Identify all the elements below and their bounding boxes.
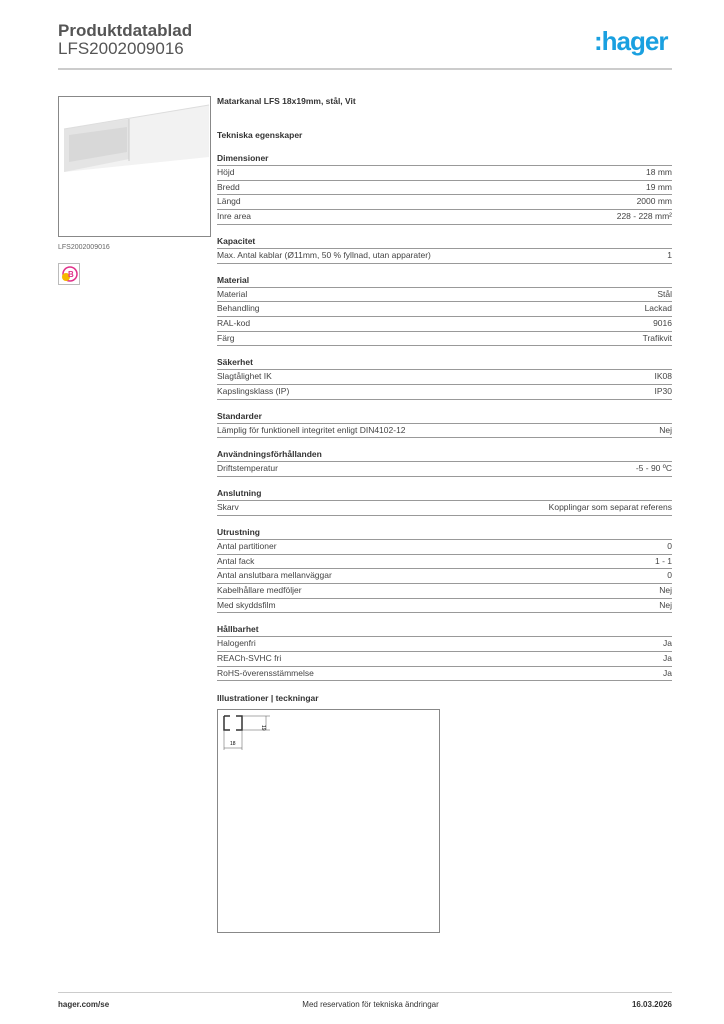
- spec-label: Antal fack: [217, 555, 255, 566]
- section-heading: Anslutning: [217, 486, 672, 501]
- spec-label: REACh-SVHC fri: [217, 653, 282, 664]
- spec-section: [217, 409, 672, 439]
- spec-label: Antal partitioner: [217, 540, 277, 551]
- spec-value: 18 mm: [646, 167, 672, 177]
- spec-label: Höjd: [217, 167, 235, 177]
- spec-row: [217, 195, 672, 210]
- spec-row: [217, 424, 672, 439]
- spec-row: [217, 302, 672, 317]
- section-heading: Dimensioner: [217, 151, 672, 166]
- spec-row: [217, 370, 672, 385]
- dim-height-label: 19: [260, 725, 266, 732]
- spec-label: RAL-kod: [217, 317, 251, 328]
- spec-label: Slagtålighet IK: [217, 371, 272, 382]
- spec-value: -5 - 90 ºC: [635, 463, 672, 474]
- spec-label: Lämplig för funktionell integritet enligt DIN4102-12: [217, 424, 406, 435]
- spec-row: [217, 599, 672, 614]
- footer-website: hager.com/se: [58, 1000, 110, 1009]
- spec-value: Ja: [663, 638, 672, 649]
- spec-row: [217, 249, 672, 264]
- product-code: LFS2002009016: [58, 39, 184, 58]
- spec-value: Nej: [659, 584, 672, 595]
- spec-row: [217, 181, 672, 196]
- spec-label: Bredd: [217, 181, 240, 192]
- header-divider: [58, 68, 672, 70]
- spec-row: [217, 584, 672, 599]
- spec-label: Halogenfri: [217, 638, 256, 649]
- spec-section: [217, 273, 672, 347]
- spec-value: 0: [667, 540, 672, 551]
- spec-value: IP30: [654, 386, 672, 397]
- spec-value: 9016: [653, 317, 672, 328]
- spec-value: Ja: [663, 667, 672, 678]
- spec-label: Antal anslutbara mellanväggar: [217, 570, 332, 581]
- spec-label: Skarv: [217, 502, 239, 513]
- dim-width-label: 18: [230, 741, 236, 748]
- spec-label: Kabelhållare medföljer: [217, 584, 302, 595]
- spec-value: 1 - 1: [654, 555, 672, 566]
- spec-value: Ja: [663, 653, 672, 664]
- spec-label: RoHS-överensstämmelse: [217, 667, 314, 678]
- product-image: [58, 96, 211, 237]
- spec-label: Längd: [217, 196, 241, 207]
- image-caption: LFS2002009016: [58, 244, 110, 251]
- product-title: Matarkanal LFS 18x19mm, stål, Vit: [217, 96, 356, 106]
- section-heading: Standarder: [217, 409, 672, 424]
- spec-label: Driftstemperatur: [217, 463, 278, 474]
- spec-value: Kopplingar som separat referens: [548, 502, 672, 513]
- section-heading: Material: [217, 273, 672, 288]
- svg-text:B: B: [68, 270, 74, 279]
- spec-value: 19 mm: [646, 181, 672, 192]
- footer-disclaimer: Med reservation för tekniska ändringar: [302, 1000, 439, 1009]
- spec-row: [217, 501, 672, 516]
- footer: [58, 992, 672, 1009]
- spec-row: [217, 385, 672, 400]
- spec-row: [217, 210, 672, 225]
- spec-section: [217, 447, 672, 477]
- spec-value: 2000 mm: [636, 196, 672, 207]
- page-title: Produktdatablad: [58, 21, 193, 40]
- spec-label: Behandling: [217, 303, 260, 314]
- spec-label: Kapslingsklass (IP): [217, 386, 290, 397]
- spec-section: [217, 525, 672, 614]
- spec-label: Inre area: [217, 211, 252, 222]
- spec-section: [217, 234, 672, 264]
- spec-value: Nej: [659, 599, 672, 610]
- recycling-badge-icon: [58, 263, 80, 285]
- spec-row: [217, 166, 672, 181]
- footer-date: 16.03.2026: [631, 1000, 672, 1009]
- section-heading: Användningsförhållanden: [217, 447, 672, 462]
- spec-label: Med skyddsfilm: [217, 599, 276, 610]
- spec-value: Nej: [659, 424, 672, 435]
- illustrations-heading: Illustrationer | teckningar: [217, 693, 319, 704]
- spec-row: [217, 540, 672, 555]
- section-heading: Säkerhet: [217, 355, 672, 370]
- spec-section: [217, 151, 672, 225]
- spec-label: Material: [217, 288, 248, 299]
- dimension-drawing: [217, 709, 440, 933]
- spec-section: [217, 622, 672, 681]
- spec-row: [217, 332, 672, 347]
- spec-panel: [217, 96, 672, 933]
- spec-value: Lackad: [644, 303, 672, 314]
- spec-row: [217, 288, 672, 303]
- spec-section: [217, 355, 672, 399]
- section-heading: Utrustning: [217, 525, 672, 540]
- spec-label: Max. Antal kablar (Ø11mm, 50 % fyllnad, utan apparater): [217, 249, 431, 260]
- spec-row: [217, 462, 672, 477]
- spec-row: [217, 637, 672, 652]
- spec-value: 228 - 228 mm²: [616, 211, 672, 222]
- spec-row: [217, 652, 672, 667]
- spec-value: 1: [667, 249, 672, 260]
- spec-row: [217, 555, 672, 570]
- spec-value: Stål: [657, 288, 672, 299]
- spec-row: [217, 317, 672, 332]
- spec-label: Färg: [217, 332, 235, 343]
- hager-logo: :hager: [594, 26, 668, 56]
- section-heading: Kapacitet: [217, 234, 672, 249]
- spec-row: [217, 667, 672, 682]
- spec-value: 0: [667, 570, 672, 581]
- spec-value: IK08: [654, 371, 672, 382]
- spec-row: [217, 569, 672, 584]
- spec-section: [217, 486, 672, 516]
- tech-heading: Tekniska egenskaper: [217, 130, 303, 140]
- section-heading: Hållbarhet: [217, 622, 672, 637]
- spec-value: Trafikvit: [642, 332, 672, 343]
